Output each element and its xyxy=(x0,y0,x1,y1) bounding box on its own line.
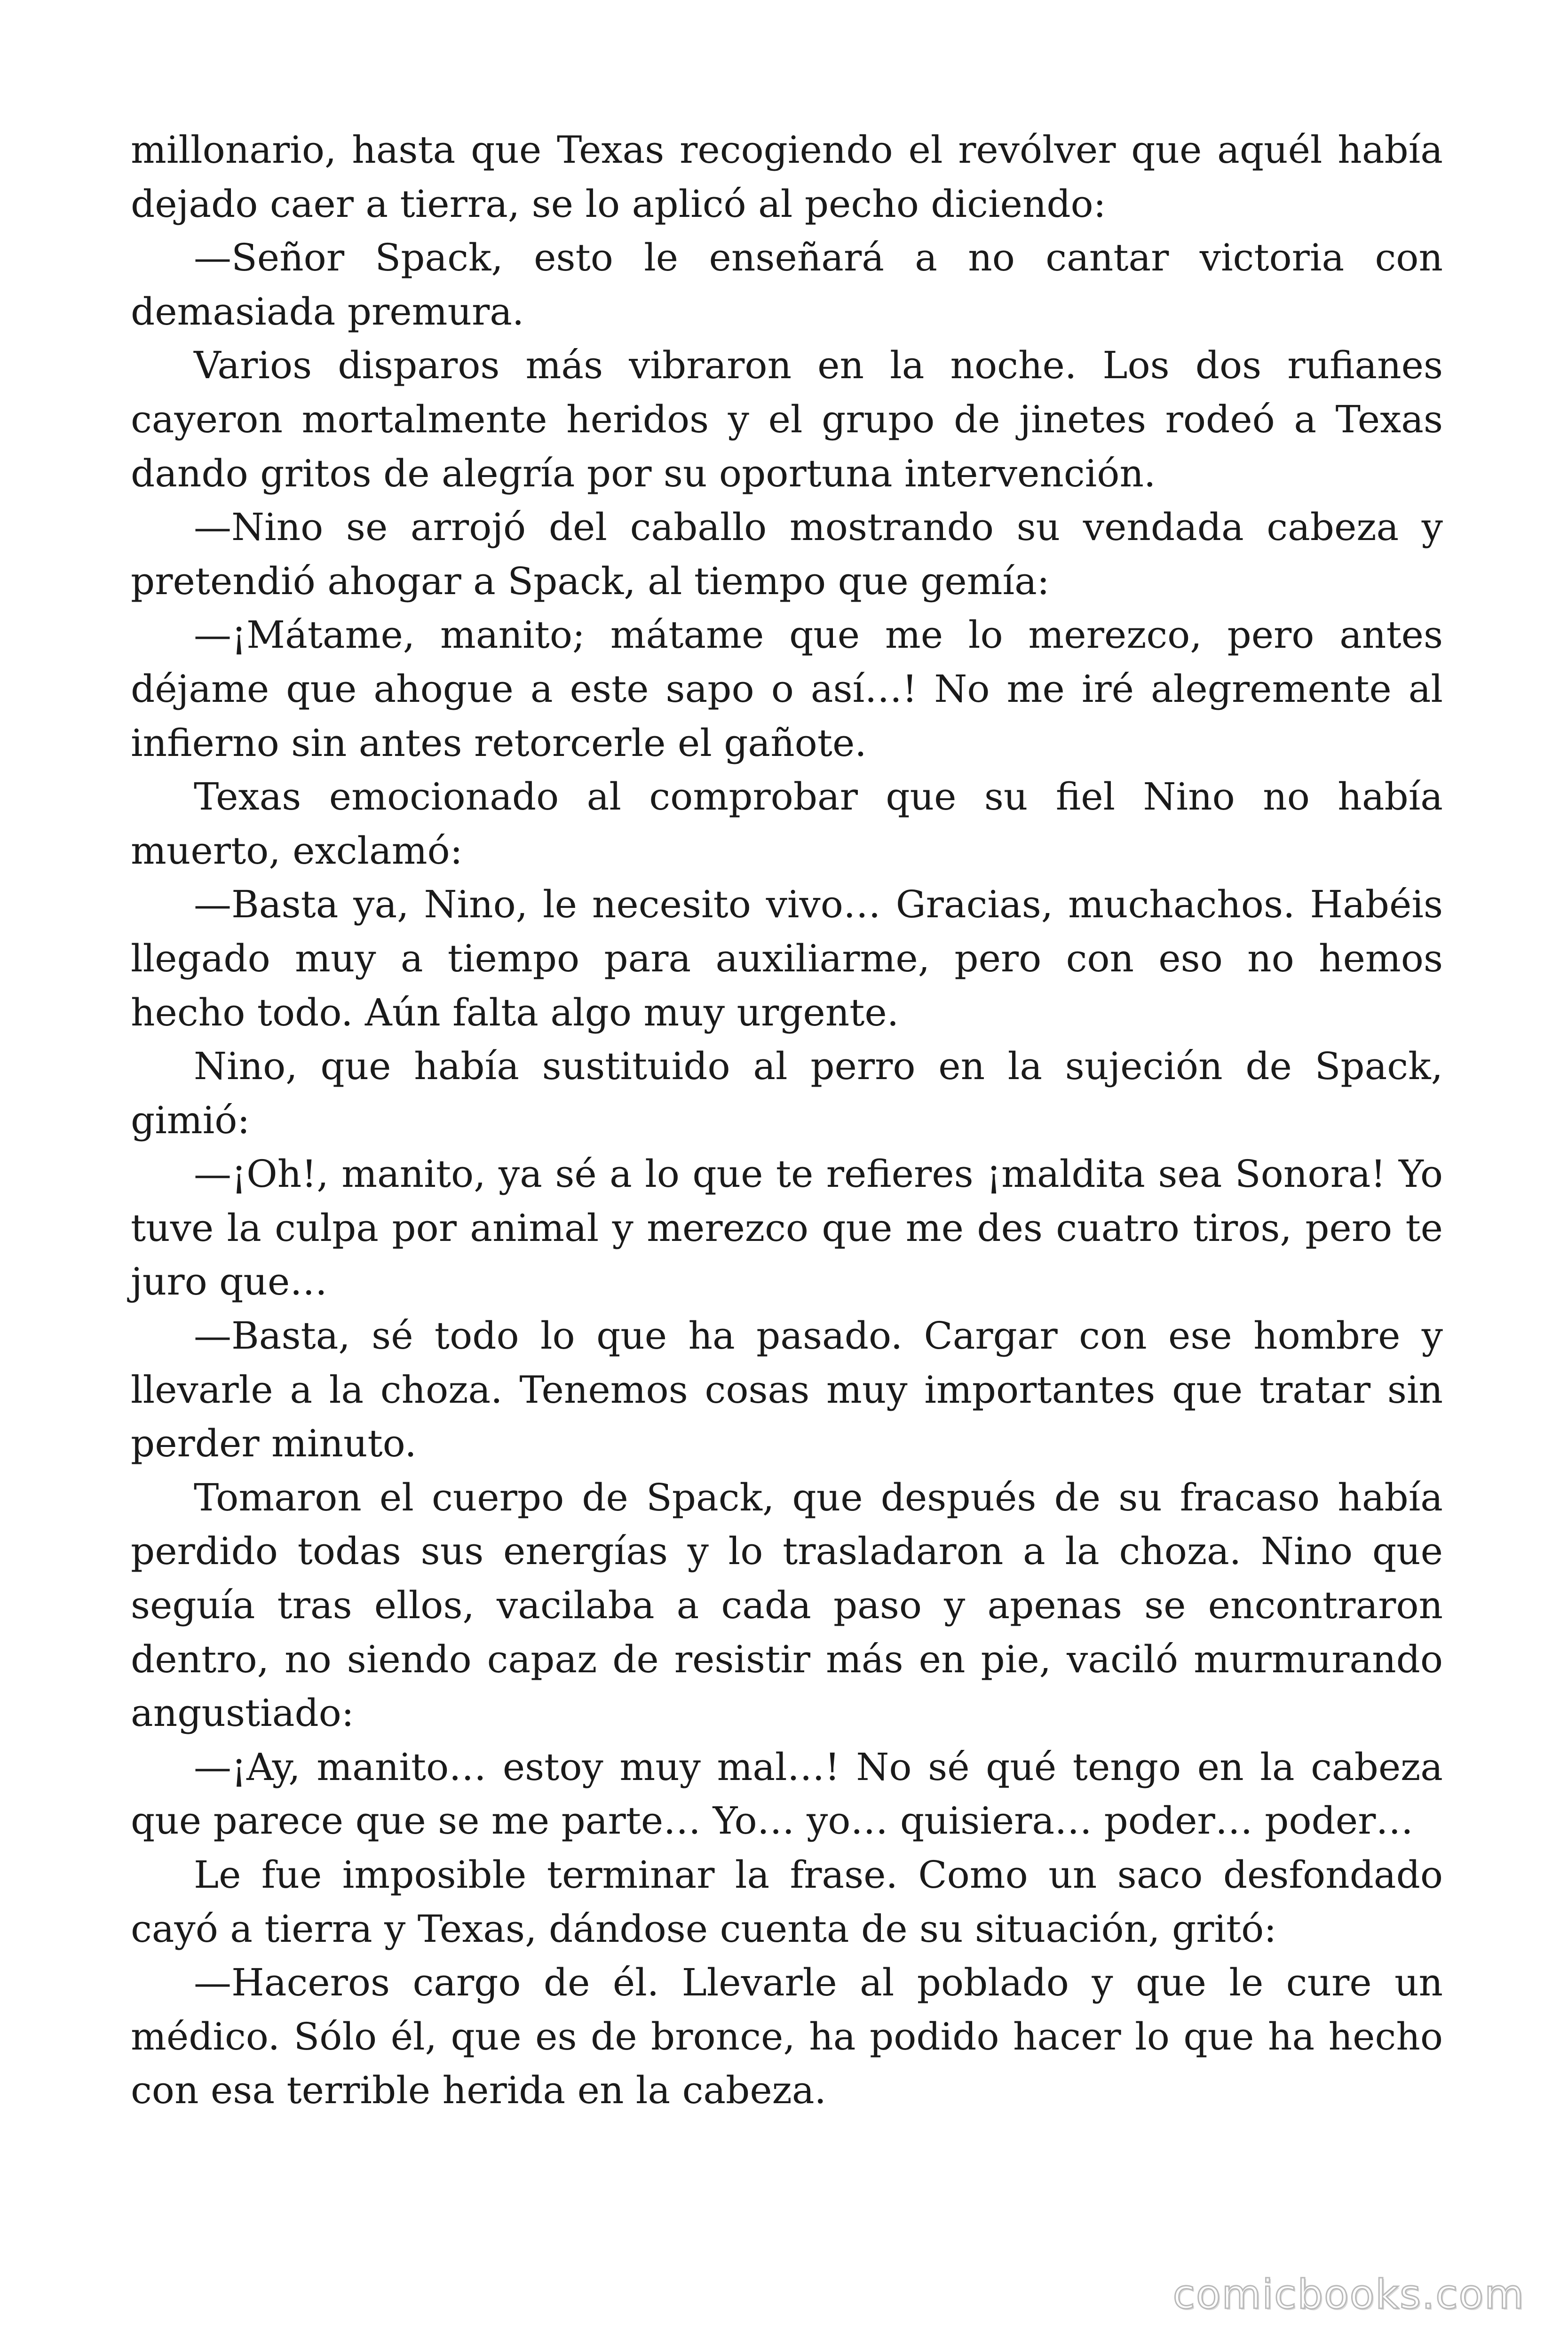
paragraph-1: millonario, hasta que Texas recogiendo el revólver que aquél había dejado caer a tierra, se lo aplicó al pecho diciendo: xyxy=(131,128,1443,226)
paragraph-10: —Basta, sé todo lo que ha pasado. Cargar con ese hombre y llevarle a la choza. Tenemos cosas muy importantes que tratar sin perder minuto. xyxy=(131,1314,1443,1466)
paragraph-5: —¡Mátame, manito; mátame que me lo merezco, pero antes déjame que ahogue a este sapo o así…! No me iré alegremente al infierno sin antes retorcerle el gañote. xyxy=(131,613,1443,765)
paragraph-11: Tomaron el cuerpo de Spack, que después de su fracaso había perdido todas sus energías y lo trasladaron a la choza. Nino que seguía tras ellos, vacilaba a cada paso y apenas se encontraron dentro, no siendo capaz de resistir más en pie, vaciló murmurando angustiado: xyxy=(131,1475,1443,1735)
paragraph-9: —¡Oh!, manito, ya sé a lo que te refieres ¡maldita sea Sonora! Yo tuve la culpa por animal y merezco que me des cuatro tiros, pero te juro que… xyxy=(131,1152,1443,1304)
watermark-logo: comicbooks.com xyxy=(1172,2271,1525,2318)
paragraph-3: Varios disparos más vibraron en la noche. Los dos rufianes cayeron mortalmente heridos y el grupo de jinetes rodeó a Texas dando gritos de alegría por su oportuna intervención. xyxy=(131,343,1443,495)
paragraph-4: —Nino se arrojó del caballo mostrando su vendada cabeza y pretendió ahogar a Spack, al tiempo que gemía: xyxy=(131,505,1443,603)
paragraph-6: Texas emocionado al comprobar que su fiel Nino no había muerto, exclamó: xyxy=(131,775,1443,873)
paragraph-12: —¡Ay, manito… estoy muy mal…! No sé qué tengo en la cabeza que parece que se me parte… Yo… yo… quisiera… poder… poder… xyxy=(131,1745,1443,1843)
paragraph-13: Le fue imposible terminar la frase. Como un saco desfondado cayó a tierra y Texas, dándose cuenta de su situación, gritó: xyxy=(131,1853,1443,1951)
paragraph-14: —Haceros cargo de él. Llevarle al poblado y que le cure un médico. Sólo él, que es de bronce, ha podido hacer lo que ha hecho con esa terrible herida en la cabeza. xyxy=(131,1961,1443,2113)
paragraph-8: Nino, que había sustituido al perro en la sujeción de Spack, gimió: xyxy=(131,1044,1443,1142)
body-text xyxy=(131,123,1443,2118)
paragraph-7: —Basta ya, Nino, le necesito vivo… Gracias, muchachos. Habéis llegado muy a tiempo para auxiliarme, pero con eso no hemos hecho todo. Aún falta algo muy urgente. xyxy=(131,882,1443,1034)
paragraph-2: —Señor Spack, esto le enseñará a no cantar victoria con demasiada premura. xyxy=(131,236,1443,334)
